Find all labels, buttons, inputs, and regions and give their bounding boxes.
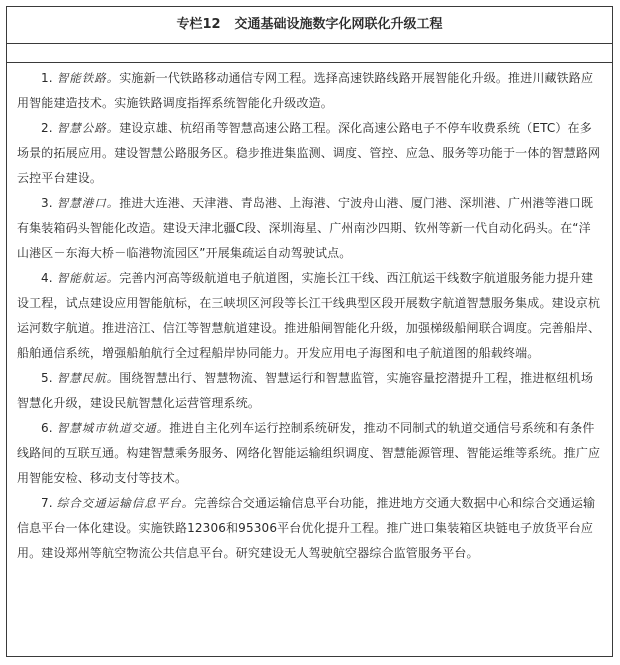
item-body: 实施新一代铁路移动通信专网工程。选择高速铁路线路开展智能化升级。推进川藏铁路应用智能建造技术。实施铁路调度指挥系统智能化升级改造。 [17,71,594,110]
item-body: 围绕智慧出行、智慧物流、智慧运行和智慧监管，实施容量挖潜提升工程，推进枢纽机场智慧化升级，建设民航智慧化运营管理系统。 [17,371,594,410]
item-number: 7. [41,496,53,510]
item-body: 建设京雄、杭绍甬等智慧高速公路工程。深化高速公路电子不停车收费系统（ETC）在多场景的拓展应用。建设智慧公路服务区。稳步推进集监测、调度、管控、应急、服务等功能于一体的智慧路网云控平台建设。 [17,121,601,185]
title-divider-row [7,44,612,63]
box-content [7,63,612,566]
item-heading: 智慧民航。 [56,371,120,385]
item-heading: 智慧港口。 [56,196,120,210]
item-number: 6. [41,421,53,435]
box-title-text: 交通基础设施数字化网联化升级工程 [234,17,443,32]
item-4 [17,266,602,366]
box-title-label: 专栏12 [176,17,221,32]
feature-box [6,6,613,657]
box-title [7,7,612,44]
item-2 [17,116,602,191]
item-3 [17,191,602,266]
item-number: 2. [41,121,53,135]
item-body: 推进自主化列车运行控制系统研发，推动不同制式的轨道交通信号系统和有条件线路间的互联互通。构建智慧乘务服务、网络化智能运输组织调度、智慧能源管理、智能运维等系统。推广应用智能安检、移动支付等技术。 [17,421,601,485]
item-7 [17,491,602,566]
item-number: 3. [41,196,53,210]
item-1 [17,66,602,116]
item-6 [17,416,602,491]
item-heading: 智慧公路。 [56,121,120,135]
item-heading: 智能航运。 [56,271,120,285]
item-body: 完善综合交通运输信息平台功能，推进地方交通大数据中心和综合交通运输信息平台一体化建设。实施铁路12306和95306平台优化提升工程。推广进口集装箱区块链电子放货平台应用。建设郑州等航空物流公共信息平台。研究建设无人驾驶航空器综合监管服务平台。 [17,496,596,560]
item-number: 4. [41,271,53,285]
item-heading: 智慧城市轨道交通。 [56,421,170,435]
item-body: 完善内河高等级航道电子航道图，实施长江干线、西江航运干线数字航道服务能力提升建设工程，试点建设应用智能航标，在三峡坝区河段等长江干线典型区段开展数字航道智慧服务集成。建设京杭运河数字航道。推进涪江、信江等智慧航道建设。推进船闸智能化升级，加强梯级船闸联合调度。完善船岸、船舶通信系统，增强船舶航行全过程船岸协同能力。开发应用电子海图和电子航道图的船载终端。 [17,271,601,360]
item-number: 1. [41,71,53,85]
item-heading: 综合交通运输信息平台。 [56,496,195,510]
item-body: 推进大连港、天津港、青岛港、上海港、宁波舟山港、厦门港、深圳港、广州港等港口既有集装箱码头智能化改造。建设天津北疆C段、深圳海星、广州南沙四期、钦州等新一代自动化码头。在“洋山港区－东海大桥－临港物流园区”开展集疏运自动驾驶试点。 [17,196,594,260]
item-heading: 智能铁路。 [56,71,120,85]
item-5 [17,366,602,416]
item-number: 5. [41,371,53,385]
